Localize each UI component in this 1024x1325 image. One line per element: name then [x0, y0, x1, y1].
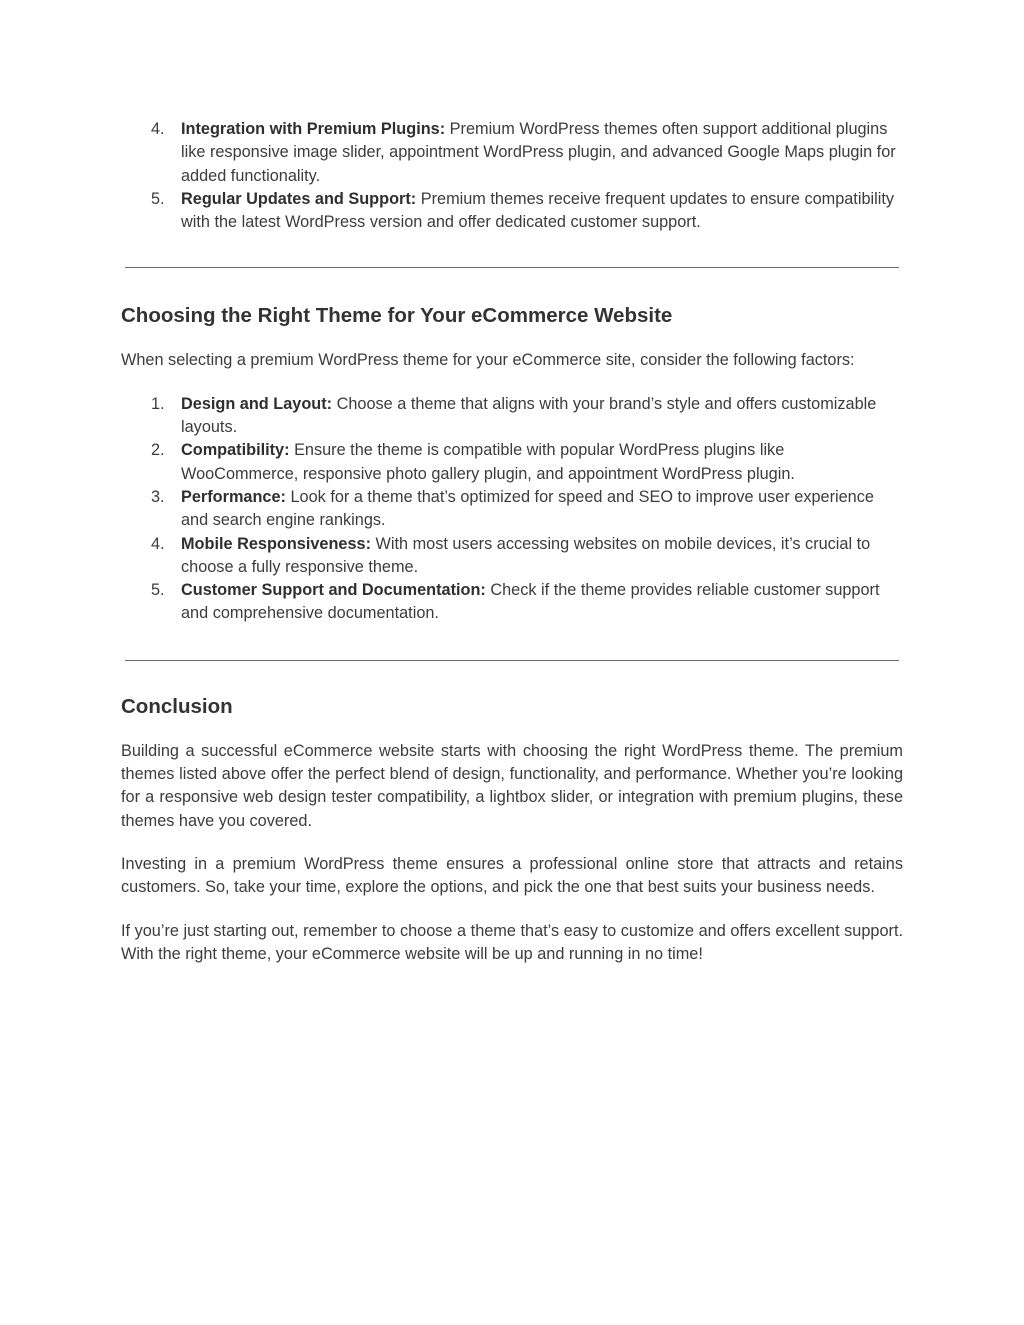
conclusion-paragraph: Investing in a premium WordPress theme ensures a professional online store that attracts and retains customers. So, take your time, explore the options, and pick the one that best suits your business needs.: [121, 854, 903, 897]
list-item-text: Look for a theme that’s optimized for speed and SEO to improve user experience and search engine rankings.: [181, 487, 874, 530]
conclusion-paragraph: Building a successful eCommerce website starts with choosing the right WordPress theme. The premium themes listed above offer the perfect blend of design, functionality, and performance. Whether you’re looking for a responsive web design tester compatibility, a lightbox slider, or integration with premium plugins, these themes have you covered.: [121, 741, 903, 830]
list-item-text: Check if the theme provides reliable customer support and comprehensive documentation.: [181, 581, 880, 623]
section-heading-conclusion: Conclusion: [121, 694, 233, 718]
section-intro-paragraph: When selecting a premium WordPress theme for your eCommerce site, consider the following factors:: [121, 351, 855, 370]
list-number: 3.: [151, 487, 165, 506]
list-number: 1.: [151, 394, 165, 413]
list-item-text: Choose a theme that aligns with your brand’s style and offers customizable layouts.: [181, 394, 877, 437]
list-number: 5.: [151, 189, 165, 208]
features-list-continued: [121, 118, 903, 234]
horizontal-divider: [125, 660, 899, 661]
list-item-title: Compatibility:: [181, 441, 290, 460]
list-item: [121, 439, 903, 486]
list-item: [121, 118, 903, 188]
document-page: [121, 118, 903, 966]
list-item: [121, 579, 903, 626]
list-item-title: Mobile Responsiveness:: [181, 534, 372, 553]
list-item-title: Design and Layout:: [181, 394, 333, 413]
list-number: 2.: [151, 441, 165, 460]
list-item-title: Integration with Premium Plugins:: [181, 120, 446, 138]
list-item-text: Premium WordPress themes often support additional plugins like responsive image slider, appointment WordPress plugin, and advanced Google Maps plugin for added functionality.: [181, 120, 896, 185]
list-item-title: Regular Updates and Support:: [181, 189, 417, 208]
list-item-text: Premium themes receive frequent updates to ensure compatibility with the latest WordPress version and offer dedicated customer support.: [181, 189, 895, 232]
list-number: 4.: [151, 120, 165, 138]
conclusion-paragraph: If you’re just starting out, remember to choose a theme that’s easy to customize and offers excellent support. With the right theme, your eCommerce website will be up and running in no time!: [121, 921, 903, 963]
list-item-text: With most users accessing websites on mobile devices, it’s crucial to choose a fully responsive theme.: [181, 534, 871, 576]
list-item: [121, 393, 903, 440]
section-heading-choosing: Choosing the Right Theme for Your eCommerce Website: [121, 304, 673, 328]
list-item: [121, 188, 903, 235]
list-item-title: Customer Support and Documentation:: [181, 581, 486, 600]
list-item-text: Ensure the theme is compatible with popular WordPress plugins like WooCommerce, responsive photo gallery plugin, and appointment WordPress plugin.: [181, 441, 795, 483]
list-item-title: Performance:: [181, 487, 286, 506]
list-item: [121, 533, 903, 580]
list-number: 5.: [151, 581, 165, 600]
list-number: 4.: [151, 534, 165, 553]
factors-list: [121, 393, 903, 626]
horizontal-divider: [125, 267, 899, 268]
list-item: [121, 486, 903, 533]
